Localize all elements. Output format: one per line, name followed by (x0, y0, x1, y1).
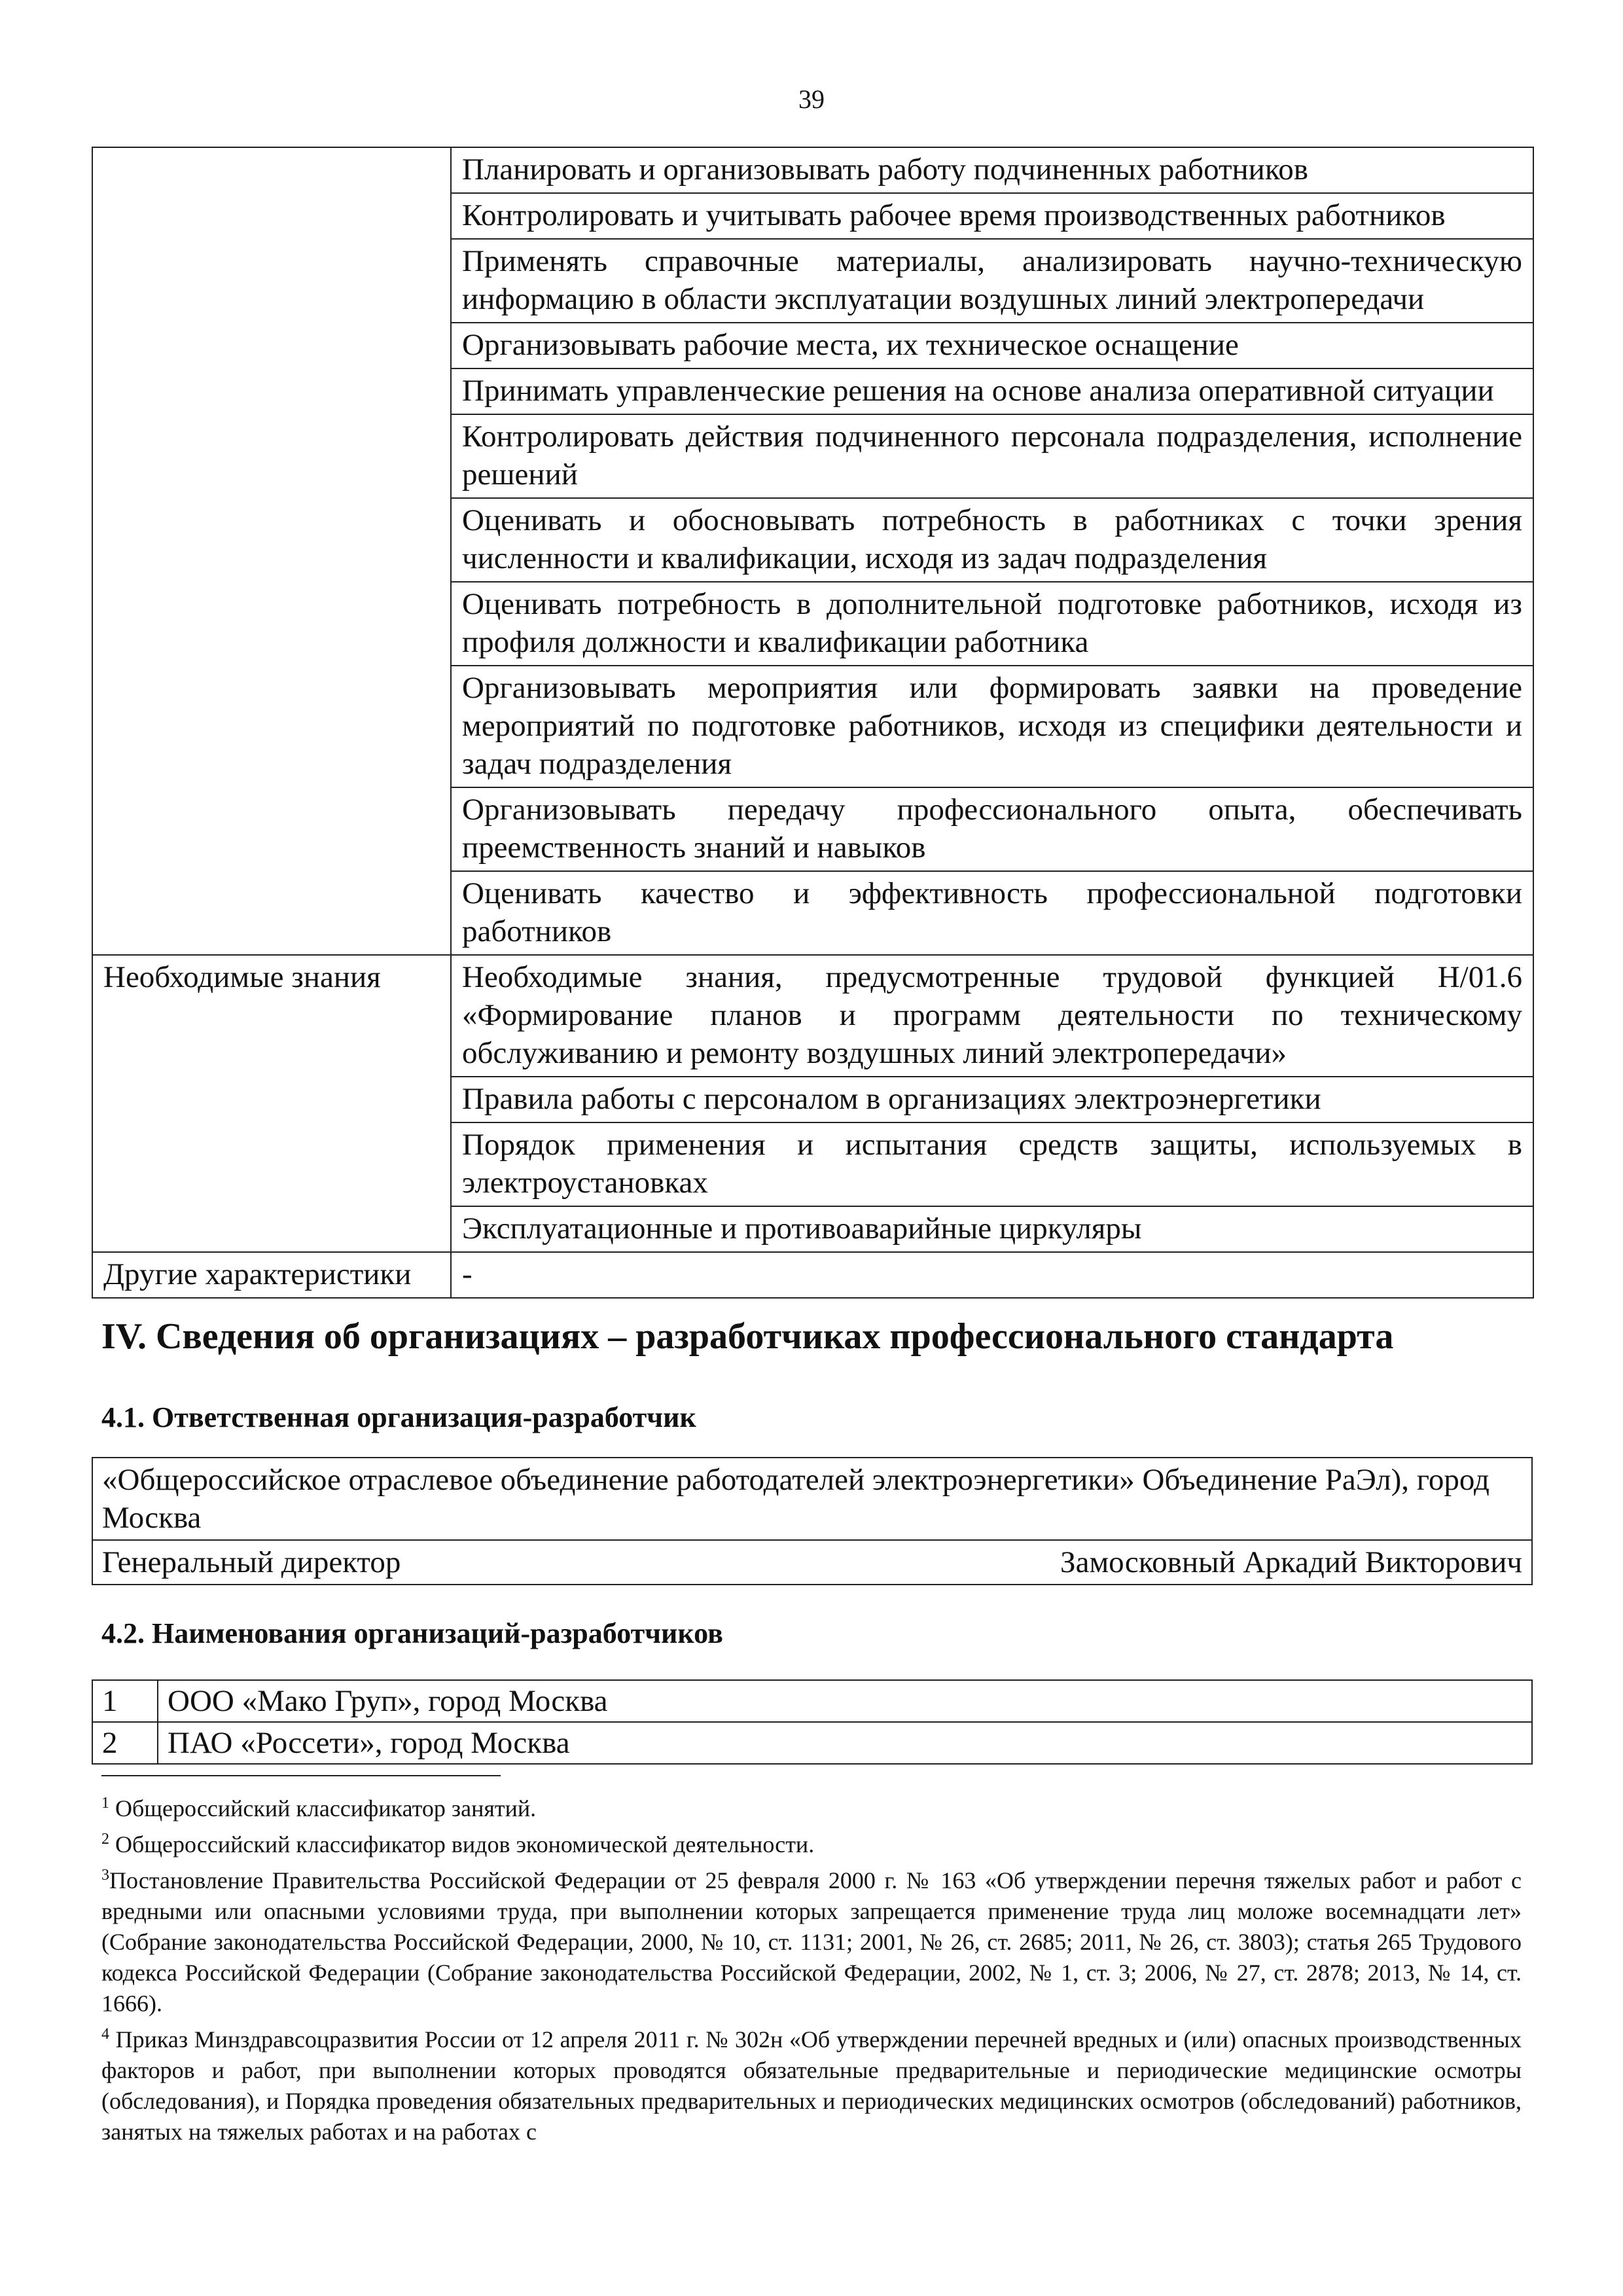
skills-knowledge-table (92, 147, 1534, 1299)
responsible-org-table (92, 1457, 1533, 1585)
page-number: 39 (798, 84, 825, 114)
skill-cell: Организовывать мероприятия или формировать заявки на проведение мероприятий по подготовке работников, исходя из специфики деятельности и задач подразделения (451, 666, 1533, 787)
other-characteristics-label: Другие характеристики (92, 1252, 451, 1298)
footnote-mark: 1 (101, 1795, 109, 1812)
section-heading: IV. Сведения об организациях – разработчиках профессионального стандарта (101, 1316, 1394, 1357)
table-row (92, 1540, 1532, 1585)
developer-org-name: ООО «Мако Груп», город Москва (158, 1680, 1532, 1722)
knowledge-cell: Эксплуатационные и противоаварийные циркуляры (451, 1206, 1533, 1252)
footnote (101, 1824, 1522, 1860)
director-name: Замосковный Аркадий Викторович (1060, 1545, 1522, 1579)
developer-org-name: ПАО «Россети», город Москва (158, 1722, 1532, 1764)
table-row (92, 1722, 1532, 1764)
table-row (92, 147, 1533, 193)
footnote (101, 1788, 1522, 1824)
skill-cell: Оценивать потребность в дополнительной подготовке работников, исходя из профиля должности и квалификации работника (451, 582, 1533, 666)
footnotes (101, 1788, 1522, 2147)
responsible-org-name: «Общероссийское отраслевое объединение работодателей электроэнергетики» Объединение РаЭл), город Москва (92, 1458, 1532, 1540)
skill-cell: Контролировать и учитывать рабочее время производственных работников (451, 193, 1533, 239)
footnote-separator (101, 1775, 501, 1776)
skill-cell: Оценивать качество и эффективность профессиональной подготовки работников (451, 871, 1533, 955)
knowledge-cell: Правила работы с персоналом в организациях электроэнергетики (451, 1077, 1533, 1122)
director-position: Генеральный директор (102, 1545, 401, 1579)
skill-cell: Планировать и организовывать работу подчиненных работников (451, 147, 1533, 193)
footnote-mark: 4 (101, 2026, 109, 2043)
footnote (101, 1860, 1522, 2019)
table-row (92, 1252, 1533, 1298)
director-cell (92, 1540, 1532, 1585)
footnote-mark: 3 (101, 1867, 109, 1884)
footnote-text: Постановление Правительства Российской Федерации от 25 февраля 2000 г. № 163 «Об утверждении перечня тяжелых работ и работ с вредными или опасными условиями труда, при выполнении которых запрещается применение труда лиц моложе восемнадцати лет» (Собрание законодательства Российской Федерации, 2000, № 10, ст. 1131; 2001, № 26, ст. 2685; 2011, № 26, ст. 3803); статья 265 Трудового кодекса Российской Федерации (Собрание законодательства Российской Федерации, 2002, № 1, ст. 3; 2006, № 27, ст. 2878; 2013, № 14, ст. 1666). (101, 1867, 1522, 2017)
developer-orgs-heading: 4.2. Наименования организаций-разработчиков (101, 1617, 723, 1649)
skill-cell: Оценивать и обосновывать потребность в работниках с точки зрения численности и квалификации, исходя из задач подразделения (451, 498, 1533, 582)
knowledge-label-cell: Необходимые знания (92, 955, 451, 1252)
footnote (101, 2019, 1522, 2147)
knowledge-cell: Порядок применения и испытания средств защиты, используемых в электроустановках (451, 1122, 1533, 1206)
skill-cell: Принимать управленческие решения на основе анализа оперативной ситуации (451, 368, 1533, 414)
responsible-org-heading: 4.1. Ответственная организация-разработчик (101, 1401, 696, 1433)
footnote-text: Общероссийский классификатор занятий. (115, 1795, 537, 1821)
table-row (92, 1458, 1532, 1540)
developer-orgs-table (92, 1679, 1533, 1765)
table-row (92, 955, 1533, 1077)
table-row (92, 1680, 1532, 1722)
row-number: 2 (92, 1722, 158, 1764)
skills-label-cell (92, 147, 451, 955)
other-characteristics-value: - (451, 1252, 1533, 1298)
skill-cell: Контролировать действия подчиненного персонала подразделения, исполнение решений (451, 414, 1533, 498)
footnote-text: Общероссийский классификатор видов экономической деятельности. (115, 1831, 815, 1857)
skill-cell: Применять справочные материалы, анализировать научно-техническую информацию в области эксплуатации воздушных линий электропередачи (451, 239, 1533, 323)
footnote-mark: 2 (101, 1831, 109, 1848)
skill-cell: Организовывать передачу профессионального опыта, обеспечивать преемственность знаний и навыков (451, 787, 1533, 871)
footnote-text: Приказ Минздравсоцразвития России от 12 апреля 2011 г. № 302н «Об утверждении перечней вредных и (или) опасных производственных факторов и работ, при выполнении которых проводятся обязательные предварительные и периодические медицинские осмотры (обследования), и Порядка проведения обязательных предварительных и периодических медицинских осмотров (обследований) работников, занятых на тяжелых работах и на работах с (101, 2026, 1522, 2145)
knowledge-cell: Необходимые знания, предусмотренные трудовой функцией H/01.6 «Формирование планов и программ деятельности по техническому обслуживанию и ремонту воздушных линий электропередачи» (451, 955, 1533, 1077)
skill-cell: Организовывать рабочие места, их техническое оснащение (451, 323, 1533, 368)
row-number: 1 (92, 1680, 158, 1722)
